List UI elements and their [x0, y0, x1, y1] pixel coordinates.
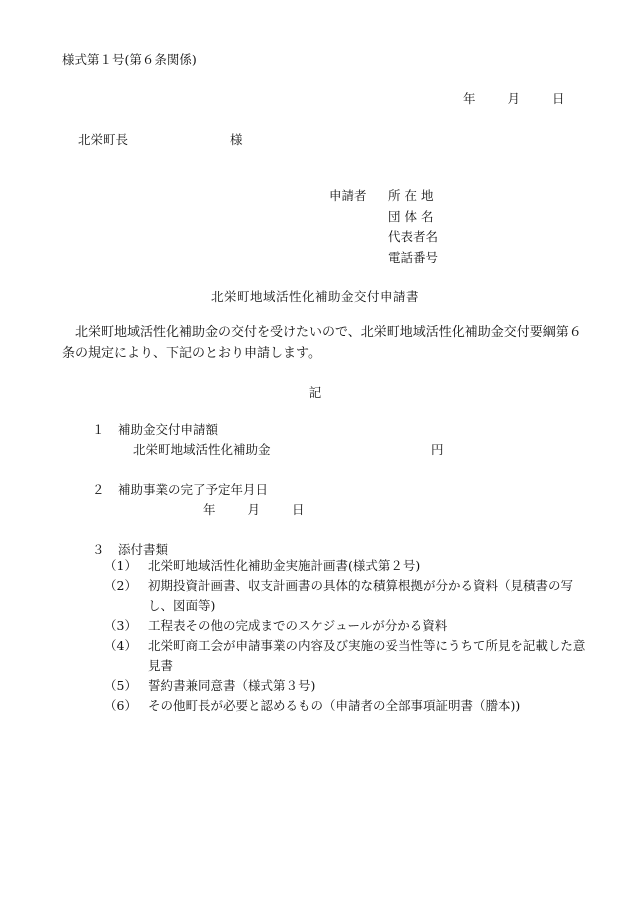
attachment-1-number: （1） [104, 558, 137, 573]
form-label: 様式第１号(第６条関係) [62, 52, 197, 67]
item-1-heading [92, 420, 218, 438]
attachment-3-number: （3） [104, 618, 137, 633]
item-2-number: ２ [92, 482, 105, 497]
item-2-heading [92, 480, 268, 498]
attachment-2-text: 初期投資計画書、収支計画書の具体的な積算根拠が分かる資料（見積書の写し、図面等) [148, 578, 574, 613]
item-1-subline [133, 440, 444, 458]
addressee [78, 130, 243, 148]
item-3-number: ３ [92, 542, 105, 557]
attachment-2-number: （2） [104, 578, 137, 593]
body-paragraph: 北栄町地域活性化補助金の交付を受けたいので、北栄町地域活性化補助金交付要綱第６条の規定により、下記のとおり申請します。 [62, 325, 582, 361]
addressee-honorific: 様 [230, 132, 243, 147]
attachment-6-text: その他町長が必要と認めるもの（申請者の全部事項証明書（謄本)) [148, 698, 521, 713]
attachment-6 [104, 696, 590, 716]
attachment-4-number: （4） [104, 638, 137, 653]
item-1-unit: 円 [431, 442, 444, 457]
item-2-year: 年 [203, 502, 216, 517]
item-1-number: １ [92, 422, 105, 437]
attachment-6-number: （6） [104, 698, 137, 713]
attachment-3-text: 工程表その他の完成までのスケジュールが分かる資料 [148, 618, 448, 633]
item-2-day: 日 [292, 502, 305, 517]
document-title: 北栄町地域活性化補助金交付申請書 [210, 289, 419, 304]
applicant-label: 申請者 [329, 188, 367, 203]
attachment-4-text: 北栄町商工会が申請事業の内容及び実施の妥当性等にうちて所見を記載した意見書 [148, 638, 586, 673]
item-1-label: 補助金交付申請額 [118, 422, 219, 437]
item-3-label: 添付書類 [118, 542, 169, 557]
attachment-5 [104, 676, 590, 696]
attachment-3 [104, 616, 590, 636]
item-2-label: 補助事業の完了予定年月日 [118, 482, 269, 497]
applicant-field-org: 団 体 名 [388, 208, 434, 224]
attachment-5-number: （5） [104, 678, 137, 693]
date-year: 年 [463, 91, 476, 106]
item-2-date [203, 500, 305, 518]
submission-date [463, 89, 565, 107]
ki-heading: 記 [308, 385, 322, 400]
applicant-fields [388, 186, 438, 268]
applicant-field-phone: 電話番号 [388, 249, 439, 265]
attachment-4 [104, 636, 590, 676]
attachment-5-text: 誓約書兼同意書（様式第３号) [148, 678, 316, 693]
attachment-2 [104, 576, 590, 616]
attachment-1 [104, 556, 590, 576]
applicant-field-rep: 代表者名 [388, 229, 439, 244]
attachment-1-text: 北栄町地域活性化補助金実施計画書(様式第２号) [148, 558, 421, 573]
applicant-field-address: 所 在 地 [388, 188, 434, 203]
addressee-name: 北栄町長 [78, 132, 129, 147]
date-month: 月 [507, 91, 521, 106]
date-day: 日 [552, 91, 565, 106]
item-2-month: 月 [247, 502, 261, 517]
item-1-sub: 北栄町地域活性化補助金 [133, 442, 271, 457]
